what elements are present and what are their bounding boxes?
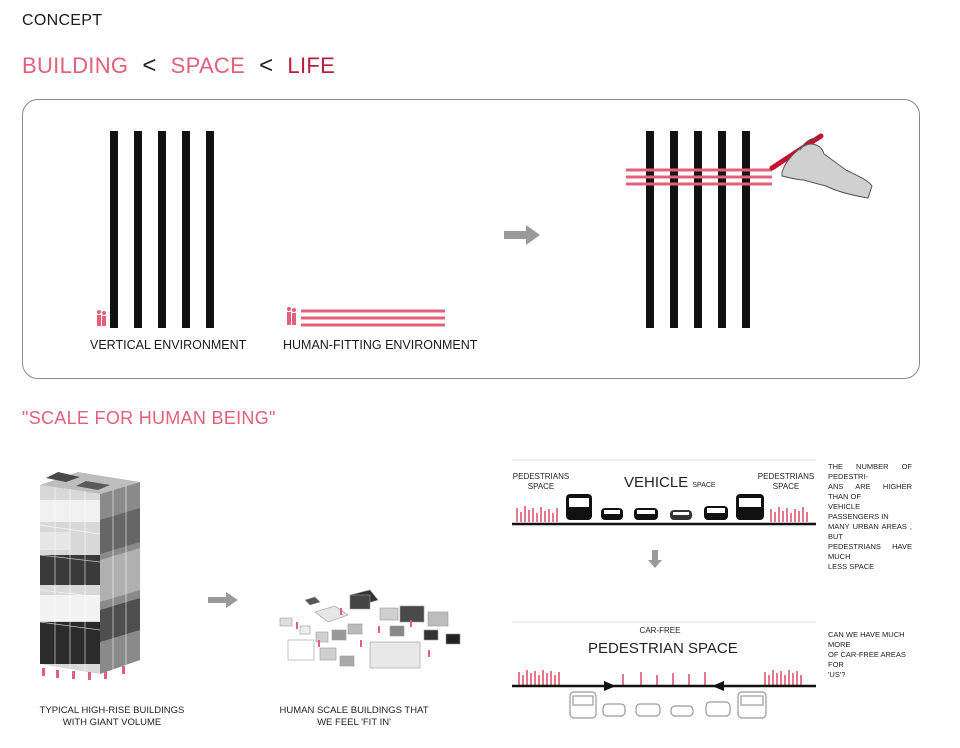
- ped-left-line1: PEDESTRIANS: [512, 472, 570, 481]
- high-rise-caption-line1: TYPICAL HIGH-RISE BUILDINGS: [39, 705, 185, 716]
- headline-building: BUILDING: [22, 53, 129, 78]
- vehicle-note-line2: ANS ARE HIGHER THAN OF: [828, 482, 912, 501]
- less-than-sign: <: [142, 52, 157, 79]
- ped-right-line2: SPACE: [772, 481, 800, 491]
- vehicle-note-line1: THE NUMBER OF PEDESTRI-: [828, 462, 912, 481]
- vehicle-space-small: SPACE: [692, 482, 716, 489]
- concept-title: CONCEPT: [22, 12, 103, 29]
- question-line3: 'US'?: [828, 670, 846, 679]
- high-rise-caption-line2: WITH GIANT VOLUME: [62, 717, 162, 728]
- headline-life: LIFE: [287, 53, 336, 78]
- less-than-sign: <: [259, 52, 274, 79]
- vehicle-note-line3: VEHICLE PASSENGERS IN: [828, 502, 889, 521]
- headline-space: SPACE: [170, 53, 246, 78]
- question-line1: CAN WE HAVE MUCH MORE: [828, 630, 905, 649]
- human-scale-caption-line1: HUMAN SCALE BUILDINGS THAT: [279, 705, 429, 716]
- pedestrian-space-label: PEDESTRIAN SPACE: [588, 640, 738, 657]
- scale-title: "SCALE FOR HUMAN BEING": [22, 408, 276, 428]
- vehicle-note-line5: PEDESTRIANS HAVE MUCH: [828, 542, 912, 561]
- question-line2: OF CAR-FREE AREAS FOR: [828, 650, 906, 669]
- vehicle-word: VEHICLE: [624, 474, 689, 491]
- human-fitting-label: HUMAN-FITTING ENVIRONMENT: [283, 338, 478, 352]
- car-free-question: [828, 630, 920, 680]
- vertical-environment-label: VERTICAL ENVIRONMENT: [90, 338, 247, 352]
- vehicle-note-line4: MANY URBAN AREAS , BUT: [828, 522, 912, 541]
- ped-left-line2: SPACE: [527, 481, 555, 491]
- car-free-label: CAR-FREE: [639, 626, 681, 635]
- ped-right-line1: PEDESTRIANS: [757, 472, 815, 481]
- human-scale-caption-line2: WE FEEL 'FIT IN': [317, 717, 391, 728]
- vehicle-note-line6: LESS SPACE: [828, 562, 875, 571]
